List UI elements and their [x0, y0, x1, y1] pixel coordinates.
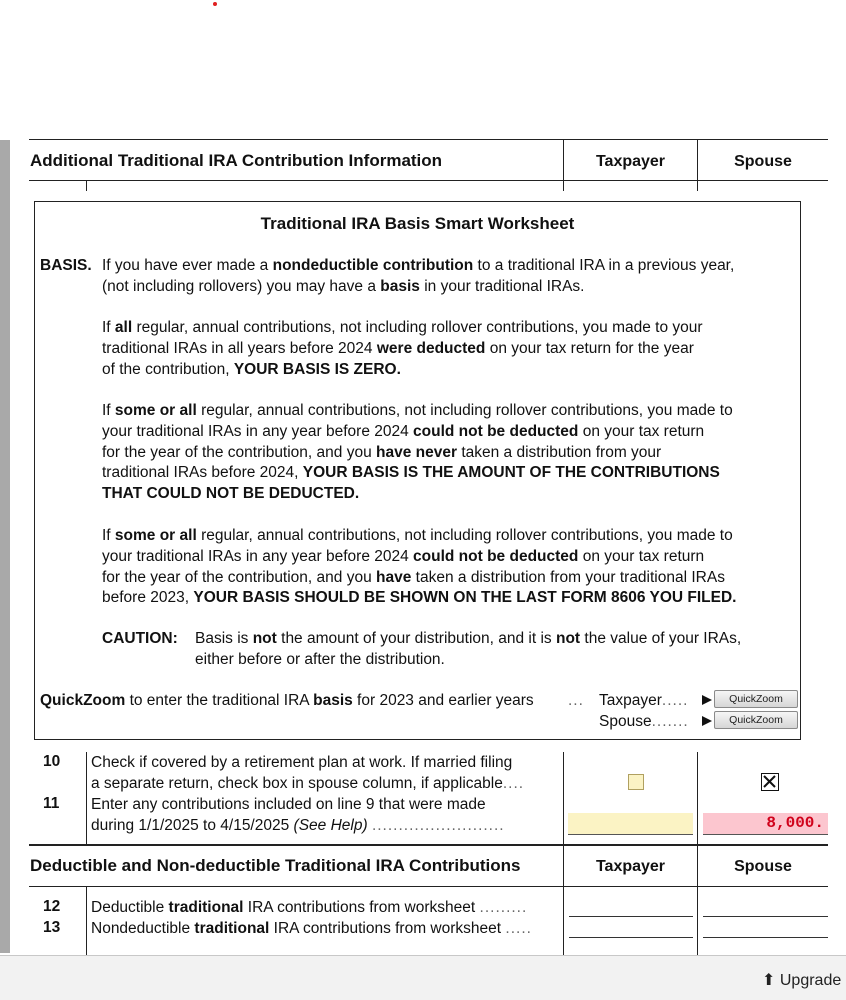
worksheet-title: Traditional IRA Basis Smart Worksheet — [260, 214, 575, 233]
line-number: 12 — [43, 898, 61, 915]
col-header-spouse: Spouse — [734, 153, 792, 170]
line11-taxpayer-input[interactable] — [568, 813, 693, 835]
line-number: 10 — [43, 753, 61, 770]
arrow-right-icon — [702, 695, 712, 705]
line10-taxpayer-checkbox[interactable] — [628, 774, 644, 790]
line12-taxpayer-field[interactable] — [569, 916, 693, 917]
basis-smart-worksheet — [34, 201, 801, 740]
quickzoom-spouse-button[interactable]: QuickZoom — [714, 711, 798, 729]
line12-text: Deductible traditional IRA contributions from worksheet ......... — [91, 899, 528, 916]
section2-top-rule — [29, 844, 828, 846]
basis-paragraph-2: If all regular, annual contributions, not including rollover contributions, you made to your traditional IRAs in all years before 2024 were deducted on your tax return for the year of the contribution, YOUR BASIS IS ZERO. — [102, 319, 703, 378]
line13-text: Nondeductible traditional IRA contributions from worksheet ..... — [91, 920, 532, 937]
basis-paragraph-3: If some or all regular, annual contributions, not including rollover contributions, you made to your traditional IRAs in any year before 2024 could not be deducted on your tax return for the year of the contribution, and you have never taken a distribution from your traditional IRAs before 2024, YOUR BASIS IS THE AMOUNT OF THE CONTRIBUTIONS THAT COULD NOT BE DEDUCTED. — [102, 402, 733, 503]
line11-text: Enter any contributions included on line 9 that were made during 1/1/2025 to 4/15/2025 (See Help) ......................... — [91, 796, 505, 834]
line12-spouse-field[interactable] — [703, 916, 828, 917]
col-divider — [563, 752, 564, 844]
line13-taxpayer-field[interactable] — [569, 937, 693, 938]
caution-text: Basis is not the amount of your distribution, and it is not the value of your IRAs, either before or after the distribution. — [195, 630, 742, 668]
line-number: 11 — [43, 795, 60, 812]
quickzoom-basis-row: QuickZoom to enter the traditional IRA basis for 2023 and earlier years — [40, 692, 534, 709]
col-header-taxpayer: Taxpayer — [595, 153, 666, 170]
line10-text: Check if covered by a retirement plan at work. If married filing a separate return, check box in spouse column, if applicable.... — [91, 754, 525, 792]
line-number: 13 — [43, 919, 61, 936]
upgrade-label: Upgrade — [779, 972, 842, 989]
checkmark-x-icon — [762, 774, 777, 789]
line-number-divider — [86, 886, 87, 955]
quickzoom-taxpayer-button[interactable]: QuickZoom — [714, 690, 798, 708]
section1-bottom-rule — [29, 180, 828, 181]
leader-dots: ... — [568, 692, 584, 709]
section2-title: Deductible and Non-deductible Traditional IRA Contributions — [30, 856, 521, 875]
section1-top-rule — [29, 139, 828, 140]
line10-spouse-checkbox[interactable] — [761, 773, 779, 791]
upgrade-button[interactable] — [762, 970, 841, 990]
line-number-divider — [86, 752, 87, 844]
basis-paragraph-1: If you have ever made a nondeductible contribution to a traditional IRA in a previous year, (not including rollovers) you may have a basis in your traditional IRAs. — [102, 257, 735, 295]
section1-title: Additional Traditional IRA Contribution Information — [30, 151, 443, 170]
arrow-right-icon — [702, 716, 712, 726]
col-header-taxpayer: Taxpayer — [595, 858, 666, 875]
quickzoom-spouse-label: Spouse....... — [599, 713, 689, 730]
footer-bar — [0, 955, 846, 1000]
left-scroll-margin — [0, 140, 10, 953]
col-header-spouse: Spouse — [734, 858, 792, 875]
quickzoom-taxpayer-label: Taxpayer..... — [599, 692, 689, 709]
basis-paragraph-4: If some or all regular, annual contributions, not including rollover contributions, you made to your traditional IRAs in any year before 2024 could not be deducted on your tax return for the year of the contribution, and you have taken a distribution from your traditional IRAs before 2023, YOUR BASIS SHOULD BE SHOWN ON THE LAST FORM 8606 YOU FILED. — [102, 527, 737, 607]
section2-bottom-rule — [29, 886, 828, 887]
upgrade-arrow-icon: ⬆ — [762, 972, 776, 989]
caution-label: CAUTION: — [102, 630, 178, 647]
line13-spouse-field[interactable] — [703, 937, 828, 938]
line-number-divider — [86, 180, 87, 191]
cursor-dot — [213, 2, 217, 6]
basis-label: BASIS. — [40, 257, 92, 274]
col-divider — [697, 752, 698, 844]
line11-spouse-input[interactable]: 8,000. — [703, 813, 828, 835]
